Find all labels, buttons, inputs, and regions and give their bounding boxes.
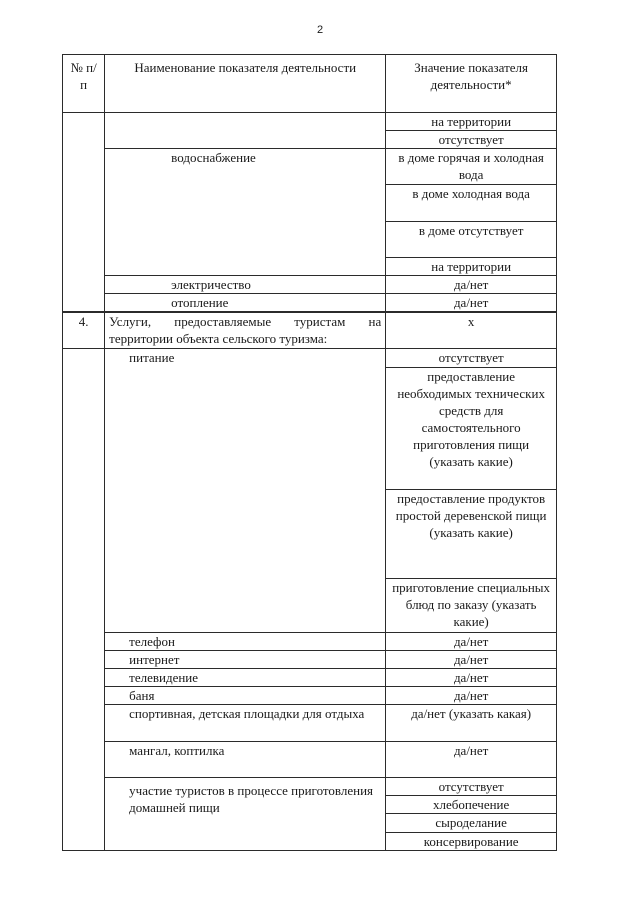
table-row [63,668,557,686]
value-cell: да/нет [386,650,557,668]
playground-label: спортивная, детская площадки для отдыха [105,705,386,741]
section-number: 4. [63,313,105,349]
value-cell: в доме горячая и холодная вода [386,149,557,185]
value-cell: да/нет [386,293,557,311]
table-row [63,741,557,777]
value-cell: х [386,313,557,349]
internet-label: интернет [105,650,386,668]
page-number: 2 [316,24,324,36]
electricity-label: электричество [105,275,386,293]
value-cell: предоставление продуктов простой деревенской пищи (указать какие) [386,489,557,578]
value-cell: хлебопечение [386,796,557,814]
value-cell: да/нет (указать какая) [386,705,557,741]
name-cell [105,113,386,149]
water-supply-label: водоснабжение [105,149,386,276]
phone-label: телефон [105,632,386,650]
value-cell: в доме холодная вода [386,185,557,221]
home-cooking-label: участие туристов в процессе приготовления домашней пищи [105,778,386,851]
table-row [63,687,557,705]
food-label: питание [105,349,386,632]
table-row [63,650,557,668]
tv-label: телевидение [105,668,386,686]
table-row [63,349,557,367]
num-cell [63,113,105,312]
table-row [63,113,557,131]
value-cell: сыроделание [386,814,557,832]
heating-label: отопление [105,293,386,311]
value-cell: приготовление специальных блюд по заказу (указать какие) [386,578,557,632]
value-cell: отсутствует [386,131,557,149]
section-title: Услуги, предоставляемые туристам на территории объекта сельского туризма: [105,313,386,349]
table-row [63,705,557,741]
bath-label: баня [105,687,386,705]
table-row [63,632,557,650]
value-cell: отсутствует [386,778,557,796]
header-name: Наименование показателя деятельности [105,55,386,113]
value-cell: на территории [386,257,557,275]
table-row [63,275,557,293]
table-row [63,778,557,796]
value-cell: консервирование [386,832,557,850]
value-cell: да/нет [386,632,557,650]
value-cell: предоставление необходимых технических средств для самостоятельного приготовления пищи (указать какие) [386,367,557,489]
table-row [63,313,557,349]
value-cell: на территории [386,113,557,131]
num-cell [63,349,105,851]
value-cell: в доме отсутствует [386,221,557,257]
value-cell: да/нет [386,687,557,705]
header-value: Значение показателя деятельности* [386,55,557,113]
table-row [63,293,557,311]
services-table [62,312,557,851]
table-row [63,149,557,185]
table-header-row [63,55,557,113]
header-num: № п/п [63,55,105,113]
value-cell: да/нет [386,741,557,777]
value-cell: да/нет [386,275,557,293]
value-cell: отсутствует [386,349,557,367]
indicators-table [62,54,557,312]
grill-label: мангал, коптилка [105,741,386,777]
value-cell: да/нет [386,668,557,686]
